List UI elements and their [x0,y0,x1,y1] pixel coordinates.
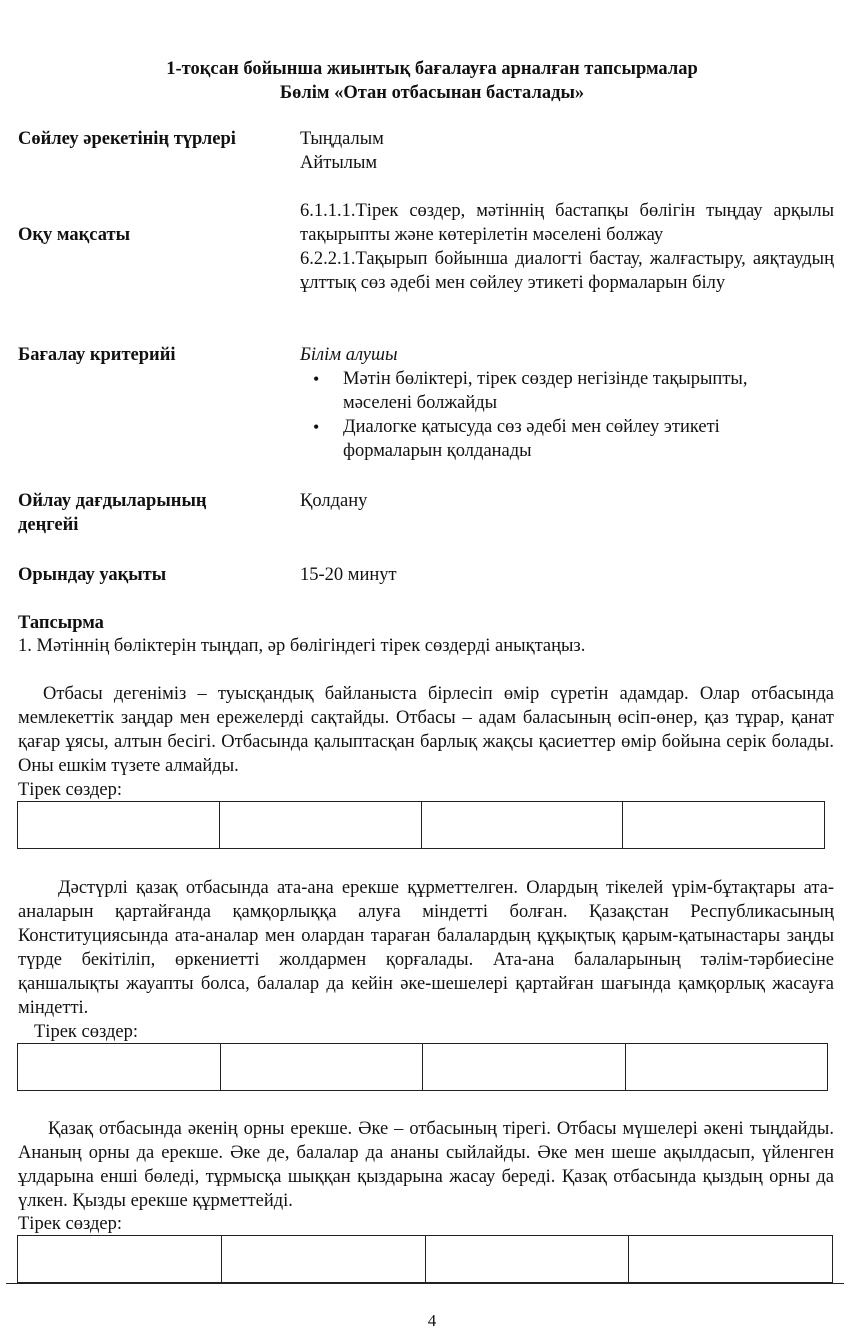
criteria-intro: Білім алушы [300,345,398,365]
keyword-cell[interactable] [18,1044,221,1090]
learning-goal-2: 6.2.2.1.Тақырып бойынша диалогті бастау, жалғастыру, аяқтаудың ұлттық сөз әдебі мен сөйлеу этикеті формаларын білу [300,249,834,293]
keyword-cell[interactable] [221,1044,424,1090]
keywords-label-3: Тірек сөздер: [18,1214,122,1234]
speech-type-listening: Тыңдалым [300,129,384,149]
keyword-cell[interactable] [623,802,824,848]
footer-divider [6,1283,844,1284]
text-paragraph-3: Қазақ отбасында әкенің орны ерекше. Әке – отбасының тірегі. Отбасы мүшелері әкені тыңдайды. Ананың орны да ерекше. Әке де, балалар да ананы сыйлайды. Әке мен шеше ақылдасып, үйленген ұлдарына енші бөледі, тұрмысқа шыққан қыздарына жасау береді. Қазақ отбасында қыздың орны да үлкен. Қызды ерекше құрметтейді. [18,1119,834,1211]
task-heading: Тапсырма [18,613,104,633]
section-title: Бөлім «Отан отбасынан басталады» [279,83,585,103]
speech-type-speaking: Айтылым [300,153,378,173]
text-paragraph-1: Отбасы дегеніміз – туысқандық байланыста бірлесіп өмір сүретін адамдар. Олар отбасында мемлекеттік заңдар мен ережелерді сақтайды. Отбасы – адам баласының өсіп-өнер, қаз тұрар, қанат қағар ұясы, алтын бесігі. Отбасында қалыптасқан барлық жақсы қасиеттер өмір бойына серік болады. Оны ешкім түзете алмайды. [18,684,834,776]
keywords-table-3 [17,1235,833,1283]
criteria-list [300,367,800,463]
keyword-cell[interactable] [626,1044,828,1090]
keyword-cell[interactable] [426,1236,630,1282]
keywords-label-2: Тірек сөздер: [34,1022,138,1042]
thinking-level-label: Ойлау дағдыларының деңгейі [18,491,207,535]
keyword-cell[interactable] [18,1236,222,1282]
criteria-label: Бағалау критерийі [18,345,176,365]
speech-types-value [300,127,834,175]
thinking-level-value: Қолдану [300,491,368,511]
criteria-item: • Диалогке қатысуда сөз әдебі мен сөйлеу этикеті формаларын қолданады [300,415,800,463]
learning-goal-value [300,199,834,295]
keyword-cell[interactable] [18,802,220,848]
completion-time-value: 15-20 минут [300,565,397,585]
keyword-cell[interactable] [220,802,422,848]
text-paragraph-2: Дәстүрлі қазақ отбасында ата-ана ерекше құрметтелген. Олардың тікелей үрім-бұтақтары ата-аналарын қартайғанда қамқорлыққа алуға міндетті болған. Қазақстан Республикасының Конституциясында ата-аналар мен олардан тараған балалардың құқықтық қарым-қатынастары заңды түрде бекітіліп, өркениетті жолдармен қорғалады. Ата-ана балаларының тәлім-тәрбиесіне қаншалықты жауапты болса, балалар да кейін әке-шешелері қартайған шағында қамқорлық жасауға міндетті. [18,878,834,1018]
keyword-cell[interactable] [422,802,624,848]
learning-goal-1: 6.1.1.1.Тірек сөздер, мәтіннің бастапқы бөлігін тыңдау арқылы тақырыпты және көтерілетін мәселені болжау [300,201,834,245]
keyword-cell[interactable] [222,1236,426,1282]
speech-types-label: Сөйлеу әрекетінің түрлері [18,129,236,149]
completion-time-label: Орындау уақыты [18,565,167,585]
keyword-cell[interactable] [423,1044,626,1090]
keywords-label-1: Тірек сөздер: [18,780,122,800]
keywords-table-2 [17,1043,828,1091]
learning-goal-label: Оқу мақсаты [18,225,131,245]
keywords-table-1 [17,801,825,849]
document-title: 1-тоқсан бойынша жиынтық бағалауға арналған тапсырмалар [166,59,698,79]
page-number: 4 [427,1311,437,1330]
criteria-item: • Мәтін бөліктері, тірек сөздер негізінде тақырыпты, мәселені болжайды [300,367,800,415]
keyword-cell[interactable] [629,1236,832,1282]
task-instruction: 1. Мәтіннің бөліктерін тыңдап, әр бөлігіндегі тірек сөздерді анықтаңыз. [18,636,586,656]
criteria-value [300,343,800,463]
